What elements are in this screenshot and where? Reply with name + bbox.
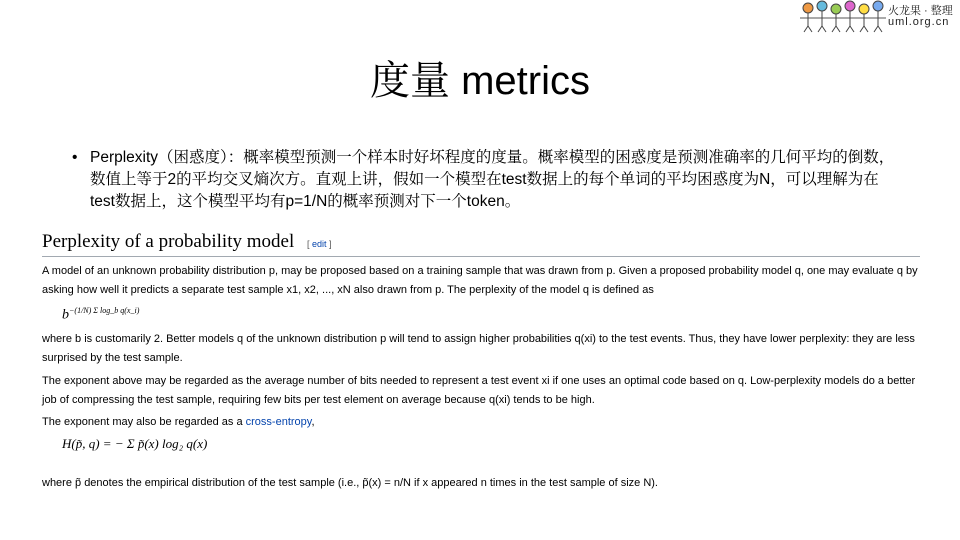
edit-link[interactable]: edit bbox=[312, 239, 327, 249]
bullet-dot-icon: • bbox=[72, 149, 78, 166]
paragraph-intro: A model of an unknown probability distribution p, may be proposed based on a training sample that was drawn from p. Given a proposed probability model q, one may evaluate q by asking how well it predicts a separate test sample x1, x2, ..., xN also drawn from p. The perplexity of the model q is defined as bbox=[42, 265, 918, 296]
slide-title: 度量 metrics bbox=[370, 59, 590, 103]
bullet-item bbox=[72, 147, 902, 213]
paragraph-empirical: where p̃ denotes the empirical distribution of the test sample (i.e., p̃(x) = n/N if x appeared n times in the test sample of size N). bbox=[42, 477, 658, 489]
cross-entropy-link[interactable]: cross-entropy bbox=[245, 416, 312, 428]
logo-url: uml.org.cn bbox=[888, 16, 950, 28]
edit-bracket-close: ] bbox=[326, 239, 332, 249]
cross-entropy-prefix: The exponent may also be regarded as a bbox=[42, 416, 246, 428]
formula-base: b bbox=[62, 307, 69, 323]
cross-entropy-suffix: , bbox=[311, 416, 315, 428]
paragraph-cross-entropy bbox=[42, 413, 920, 432]
logo-text: 火龙果 · 整理 bbox=[888, 5, 953, 17]
edit-section bbox=[307, 239, 332, 249]
formula-cross-entropy: H(p̃, q) = − Σ p̃(x) log₂ q(x) bbox=[62, 436, 208, 451]
section-heading bbox=[42, 230, 920, 257]
bullet-text: Perplexity（困惑度）：概率模型预测一个样本时好坏程度的度量。概率模型的困惑度是预测准确率的几何平均的倒数，数值上等于2的平均交叉熵次方。直观上讲，假如一个模型在test数据上的每个单词的平均困惑度为N，可以理解为在test数据上，这个模型平均有p=1/N的概率预测对下一个token。 bbox=[90, 149, 895, 210]
edit-bracket-open: [ bbox=[306, 239, 312, 249]
formula-exponent: −(1/N) Σ log_b q(x_i) bbox=[69, 306, 140, 315]
paragraph-base: where b is customarily 2. Better models q of the unknown distribution p will tend to assign higher probabilities q(xi) to the test events. Thus, they have lower perplexity: they are less surprised by the test sample. bbox=[42, 333, 915, 364]
paragraph-exponent: The exponent above may be regarded as the average number of bits needed to represent a test event xi if one uses an optimal code based on q. Low-perplexity models do a better job of compressing the test sample, requiring few bits per test element on average because q(xi) tends to be high. bbox=[42, 375, 916, 406]
formula-perplexity bbox=[62, 306, 139, 324]
section-heading-text: Perplexity of a probability model bbox=[42, 231, 295, 252]
